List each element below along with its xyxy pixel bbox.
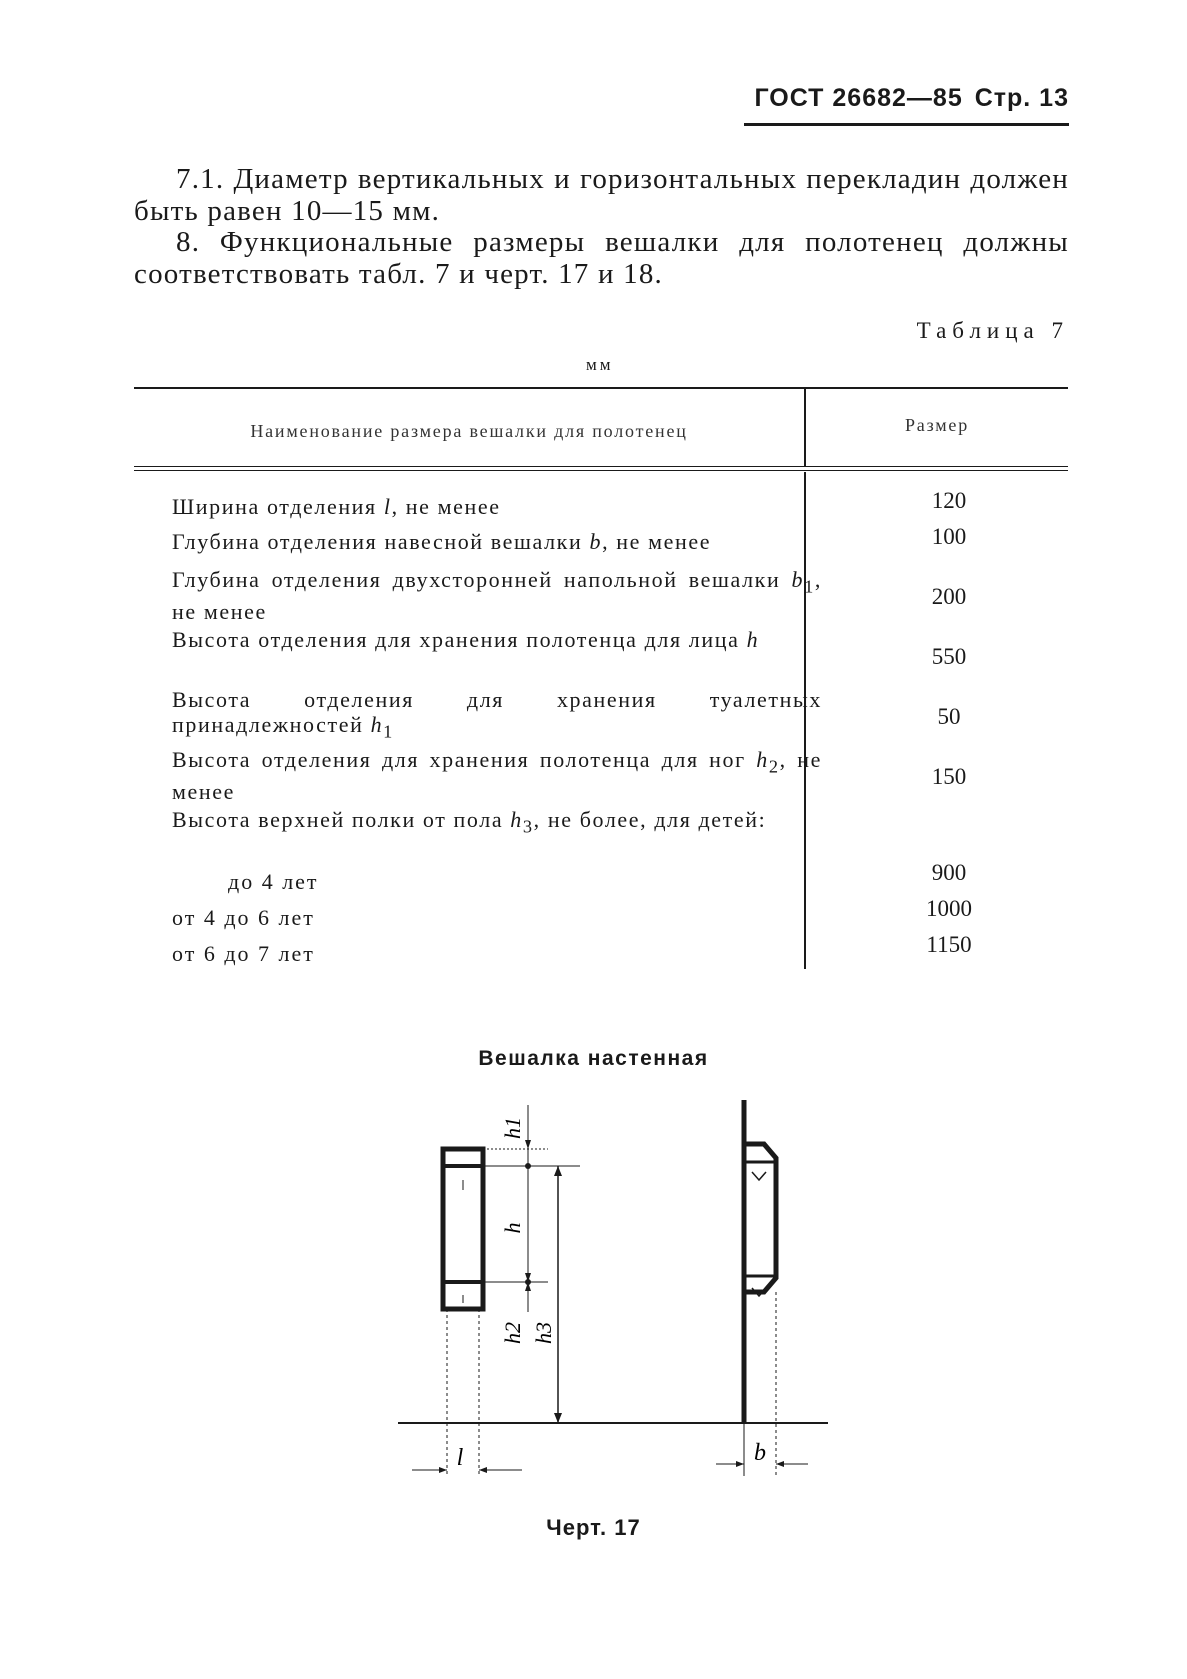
paragraph-7-1: 7.1. Диаметр вертикальных и горизонтальных перекладин должен быть равен 10—15 мм. — [134, 163, 1069, 227]
table-row: Высота верхней полки от пола $h_3$, не более, для детей: — [172, 807, 767, 837]
table-units: мм — [586, 355, 614, 374]
side-profile — [744, 1144, 776, 1292]
table-value: 1000 — [926, 896, 972, 921]
label-h2: h2 — [500, 1322, 525, 1344]
label-h: h — [500, 1222, 525, 1234]
table-row: Высота отделения для хранения полотенца для лица h — [172, 627, 760, 652]
table-value: 550 — [931, 644, 967, 669]
column-header-value: Размер — [904, 415, 970, 435]
page-number: Стр. 13 — [974, 84, 1069, 112]
table-row: Глубина отделения навесной вешалки b, не менее — [172, 529, 712, 554]
table-value: 200 — [931, 584, 967, 609]
label-h1: h1 — [500, 1117, 525, 1139]
table-value: 900 — [931, 860, 967, 885]
table-row: Высота отделения для хранения туалетных принадлежностей $h_1$ — [172, 687, 822, 742]
table-subrow-label: от 4 до 6 лет — [172, 905, 315, 930]
table-value: 120 — [931, 488, 967, 513]
table-value: 1150 — [926, 932, 972, 957]
table-value: 150 — [931, 764, 967, 789]
paragraph-8: 8. Функциональные размеры вешалки для полотенец должны соответствовать табл. 7 и черт. 17 и 18. — [134, 226, 1069, 290]
label-h3: h3 — [531, 1322, 556, 1344]
table-row: Высота отделения для хранения полотенца для ног $h_2$, не менее — [172, 747, 822, 805]
standard-number: ГОСТ 26682—85 — [754, 84, 963, 112]
table-row: Ширина отделения l, не менее — [172, 494, 501, 519]
table-value: 100 — [931, 524, 967, 549]
table-subrow-label: от 6 до 7 лет — [172, 941, 315, 966]
front-frame — [443, 1149, 483, 1309]
table-subrow-label: до 4 лет — [228, 869, 319, 894]
figure-caption: Черт. 17 — [546, 1515, 641, 1540]
label-l: l — [456, 1445, 464, 1471]
label-b: b — [754, 1440, 766, 1466]
table-row: Глубина отделения двухсторонней напольной вешалки $b_1$, не менее — [172, 567, 822, 625]
table-value: 50 — [937, 704, 961, 729]
table-caption: Таблица 7 — [916, 318, 1069, 343]
figure-title: Вешалка настенная — [478, 1047, 709, 1070]
column-header-name: Наименование размера вешалки для полотенец — [250, 421, 688, 441]
